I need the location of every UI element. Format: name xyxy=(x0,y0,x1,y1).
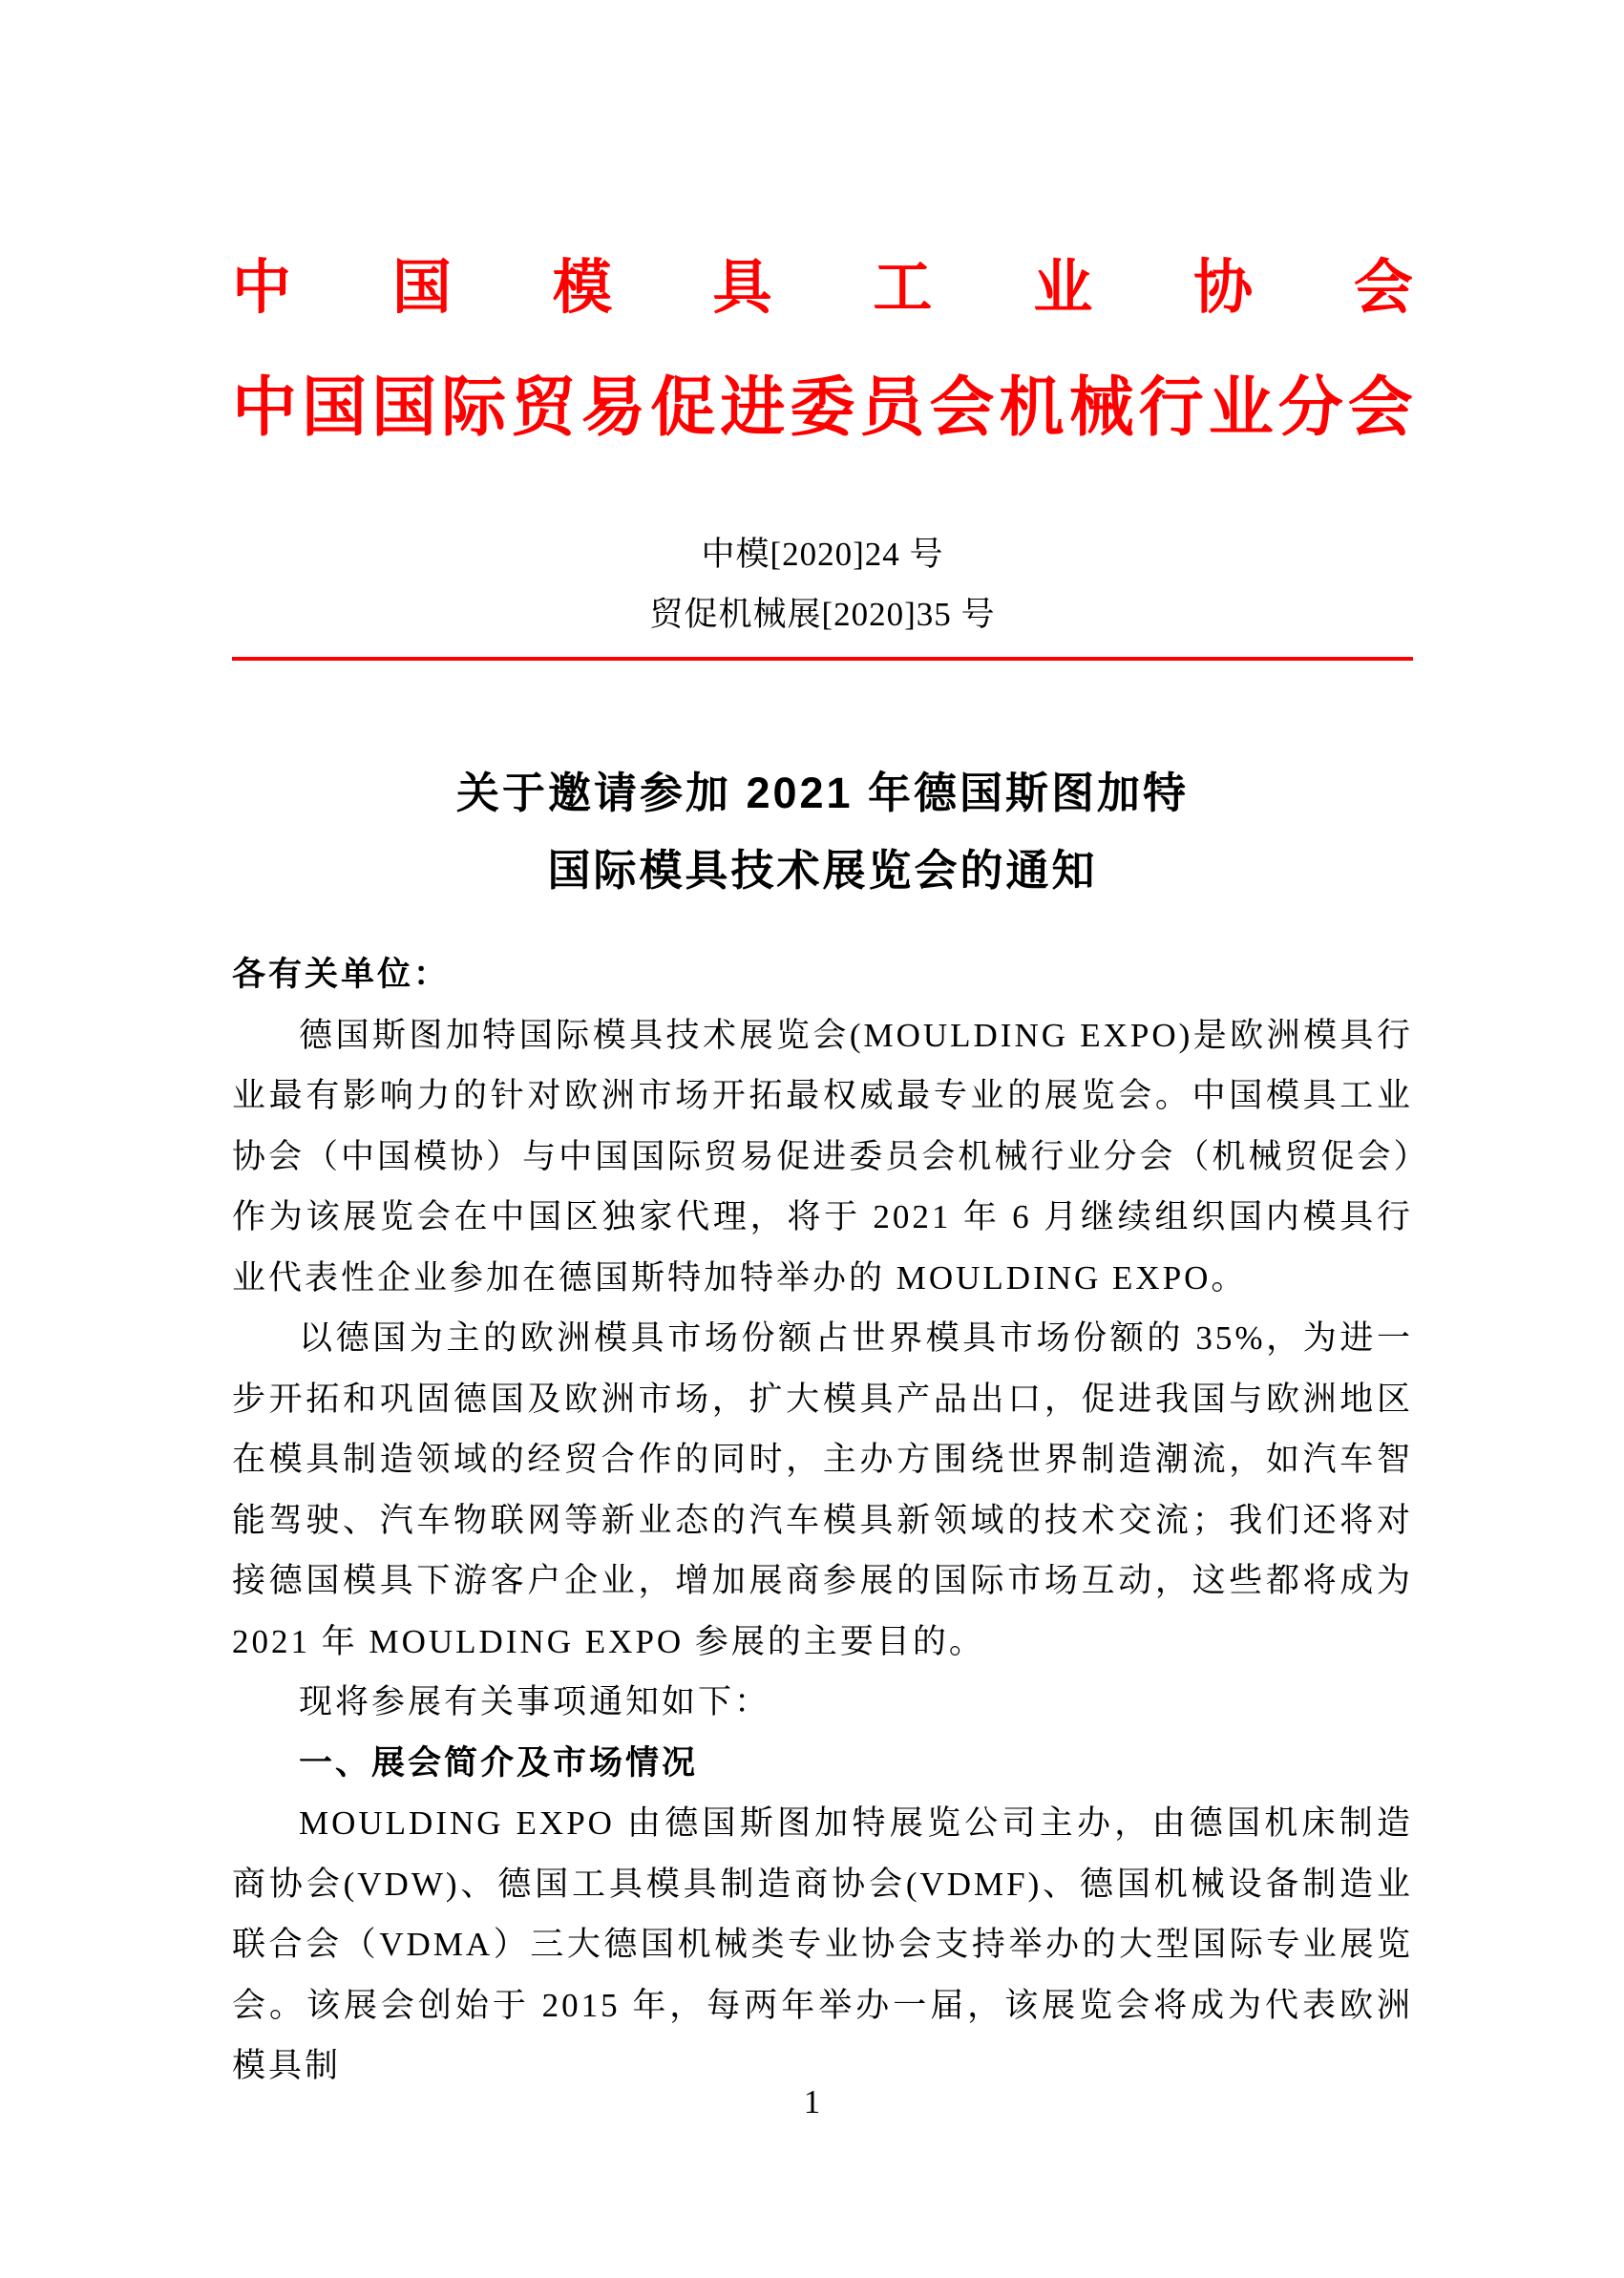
doc-number-primary: 中模[2020]24 号 xyxy=(701,536,944,573)
section-heading-1: 一、展会简介及市场情况 xyxy=(299,1743,699,1782)
doc-number-secondary: 贸促机械展[2020]35 号 xyxy=(649,596,996,633)
doc-body xyxy=(232,944,1413,2097)
doc-title-line-2: 国际模具技术展览会的通知 xyxy=(547,846,1098,895)
paragraph-market-goals: 以德国为主的欧洲模具市场份额占世界模具市场份额的 35%，为进一步开拓和巩固德国及欧洲市场，扩大模具产品出口，促进我国与欧洲地区在模具制造领域的经贸合作的同时，主办方围绕世界制造潮流，如汽车智能驾驶、汽车物联网等新业态的汽车模具新领域的技术交流；我们还将对接德国模具下游客户企业，增加展商参展的国际市场互动，这些都将成为 2021 年 MOULDING EXPO 参展的主要目的。 xyxy=(232,1319,1413,1660)
paragraph-intro-expo: 德国斯图加特国际模具技术展览会(MOULDING EXPO)是欧洲模具行业最有影响力的针对欧洲市场开拓最权威最专业的展览会。中国模具工业协会（中国模协）与中国国际贸易促进委员会机械行业分会（机械贸促会）作为该展览会在中国区独家代理，将于 2021 年 6 月继续组织国内模具行业代表性企业参加在德国斯特加特举办的 MOULDING EXPO。 xyxy=(232,1016,1413,1297)
salutation: 各有关单位： xyxy=(232,956,451,993)
paragraph-expo-overview: MOULDING EXPO 由德国斯图加特展览公司主办，由德国机床制造商协会(VDW)、德国工具模具制造商协会(VDMF)、德国机械设备制造业联合会（VDMA）三大德国机械类专业协会支持举办的大型国际专业展览会。该展会创始于 2015 年，每两年举办一届，该展览会将成为代表欧洲模具制 xyxy=(232,1804,1413,2084)
letterhead-org-primary: 中 国 模 具 工 业 协 会 xyxy=(232,256,1413,321)
doc-numbers xyxy=(232,524,1413,644)
letterhead-divider-rule xyxy=(232,657,1413,661)
page-number: 1 xyxy=(803,2083,821,2120)
letterhead-org-secondary: 中 国 国 际 贸 易 促 进 委 员 会 机 械 行 业 分 会 xyxy=(232,371,1413,444)
doc-title-line-1: 关于邀请参加 2021 年德国斯图加特 xyxy=(455,769,1190,817)
paragraph-notice-lead-in: 现将参展有关事项通知如下： xyxy=(299,1683,771,1720)
doc-title xyxy=(232,754,1413,909)
